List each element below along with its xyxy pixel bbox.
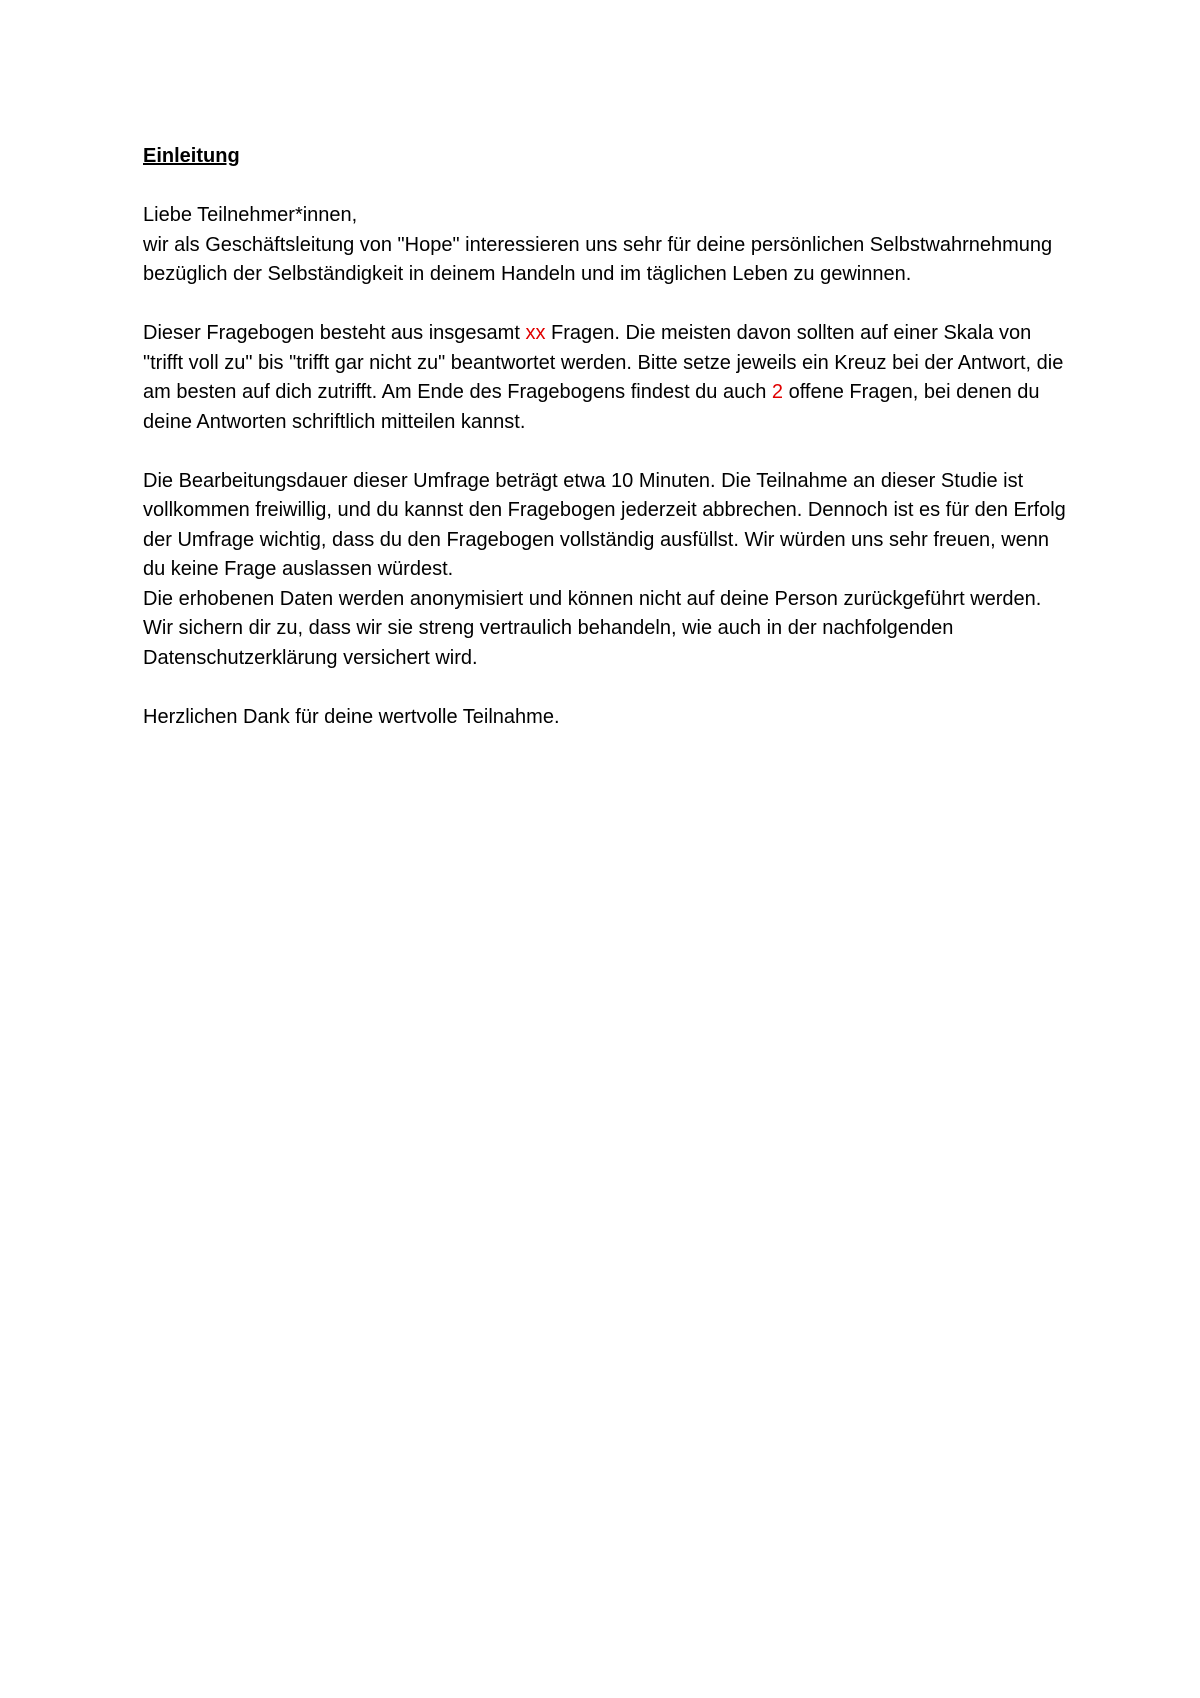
section-heading: Einleitung (143, 145, 240, 167)
questionnaire-info-paragraph (143, 319, 1073, 437)
question-count-placeholder: xx (525, 322, 546, 344)
greeting-line: Liebe Teilnehmer*innen, (143, 204, 358, 226)
spacer (143, 437, 1073, 467)
open-question-count: 2 (771, 381, 784, 403)
duration-paragraph: Die Bearbeitungsdauer dieser Umfrage beträgt etwa 10 Minuten. Die Teilnahme an dieser Studie ist vollkommen freiwillig, und du kannst den Fragebogen jederzeit abbrechen. Dennoch ist es für den Erfolg der Umfrage wichtig, dass du den Fragebogen vollständig ausfüllst. Wir würden uns sehr freuen, wenn du keine Frage auslassen würdest. (143, 469, 1066, 580)
privacy-paragraph: Die erhobenen Daten werden anonymisiert und können nicht auf deine Person zurückgeführt werden. Wir sichern dir zu, dass wir sie streng vertraulich behandeln, wie auch in der nachfolgenden Datenschutzerklärung versichert wird. (143, 587, 1042, 669)
spacer (143, 673, 1073, 703)
spacer (143, 172, 1073, 202)
info-text-part-3: offene Fragen, bei denen du deine Antworten schriftlich mitteilen kannst. (143, 381, 1040, 433)
closing-line: Herzlichen Dank für deine wertvolle Teilnahme. (143, 705, 560, 728)
info-text-part-1: Dieser Fragebogen besteht aus insgesamt (143, 322, 526, 344)
intro-paragraph: wir als Geschäftsleitung von "Hope" interessieren uns sehr für deine persönlichen Selbstwahrnehmung bezüglich der Selbständigkeit in deinem Handeln und im täglichen Leben zu gewinnen. (143, 233, 1053, 285)
info-text-part-2: Fragen. Die meisten davon sollten auf einer Skala von "trifft voll zu" bis "trifft gar nicht zu" beantwortet werden. Bitte setze jeweils ein Kreuz bei der Antwort, die am besten auf dich zutrifft. Am Ende des Fragebogens findest du auch (143, 322, 1064, 403)
document-page (143, 142, 1073, 732)
spacer (143, 290, 1073, 320)
